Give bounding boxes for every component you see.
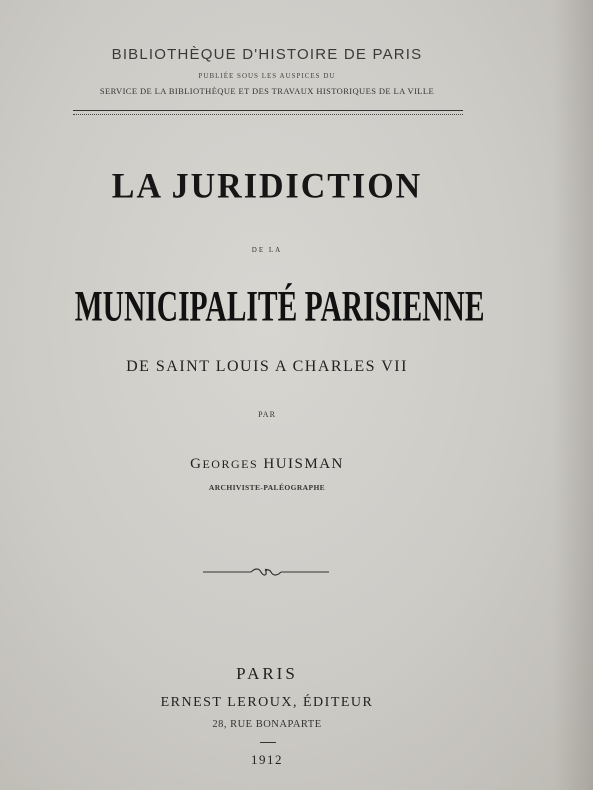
address-number: 28,: [212, 719, 227, 730]
page-edge-shadow: [553, 0, 593, 790]
imprint-address: [0, 719, 534, 730]
author-name: [0, 456, 534, 473]
title-connector: DE LA: [251, 246, 283, 254]
author-last-name: HUISMAN: [263, 456, 344, 472]
imprint-city: PARIS: [236, 664, 298, 683]
main-title-line-1: LA JURIDICTION: [111, 167, 423, 206]
imprint-publisher: ERNEST LEROUX, ÉDITEUR: [160, 695, 374, 710]
main-title-line-2: MUNICIPALITÉ PARISIENNE: [74, 281, 485, 331]
author-first-name: EORGES: [202, 457, 259, 471]
imprint-year: 1912: [251, 752, 283, 767]
author-role: ARCHIVISTE-PALÉOGRAPHE: [208, 483, 326, 492]
header-rule: [73, 110, 463, 115]
published-under-line: PUBLIÉE SOUS LES AUSPICES DU: [198, 72, 336, 80]
subtitle: DE SAINT LOUIS A CHARLES VII: [126, 358, 408, 375]
year-dash: [260, 742, 276, 743]
author-initial: G: [190, 456, 203, 472]
by-label: PAR: [258, 410, 276, 419]
ornament-divider-icon: [203, 566, 329, 578]
publisher-service-line: SERVICE DE LA BIBLIOTHÈQUE ET DES TRAVAUX HISTORIQUES DE LA VILLE: [99, 86, 435, 96]
address-street: RUE BONAPARTE: [230, 719, 322, 730]
series-title: BIBLIOTHÈQUE D'HISTOIRE DE PARIS: [111, 46, 423, 63]
